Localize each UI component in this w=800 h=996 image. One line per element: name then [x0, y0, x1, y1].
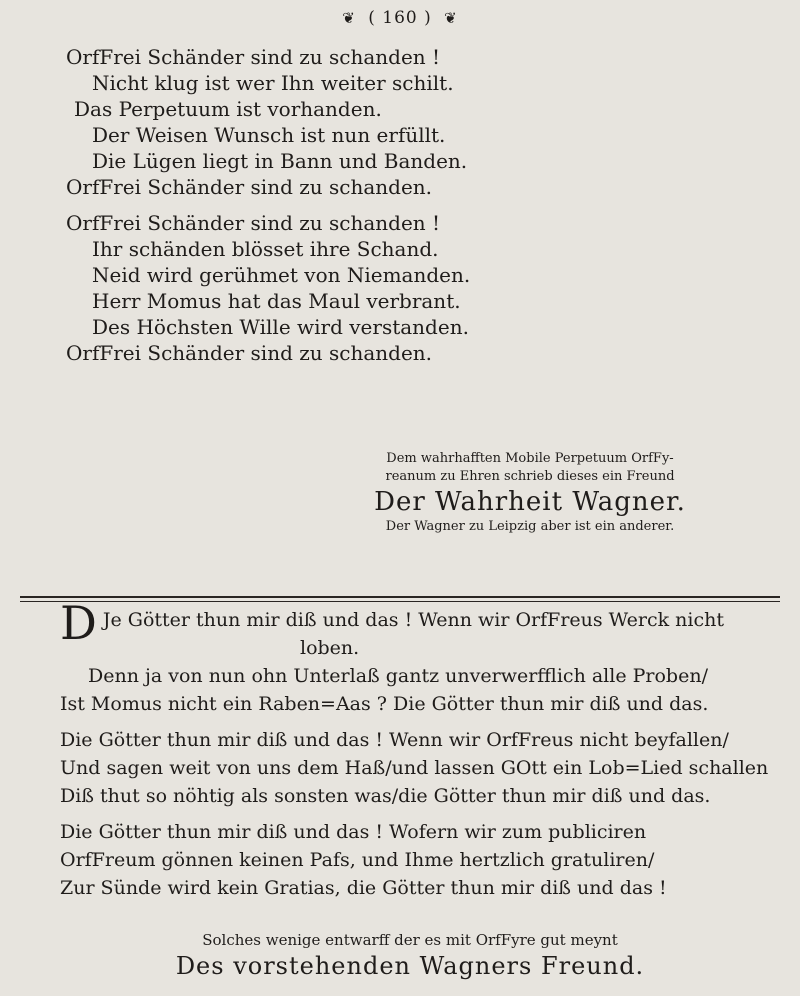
poem	[66, 44, 756, 366]
prose-section	[60, 596, 769, 902]
poem-line: OrfFrei Schänder sind zu schanden !	[66, 211, 441, 235]
dedication-line: Dem wahrhafften Mobile Perpetuum OrfFy-	[386, 451, 674, 466]
poem-line: Herr Momus hat das Maul verbrant.	[92, 289, 461, 313]
paragraph-1	[60, 596, 760, 662]
text-line: Die Götter thun mir diß und das ! Wofern wir zum publiciren	[60, 821, 647, 843]
poem-line: Des Höchsten Wille wird verstanden.	[92, 315, 469, 339]
text-line: OrfFreum gönnen keinen Pafs, und Ihme hertzlich gratuliren/	[60, 849, 655, 871]
poem-line: OrfFrei Schänder sind zu schanden !	[66, 45, 441, 69]
drop-cap: D	[60, 596, 97, 650]
ornament-left-icon: ❦	[342, 9, 356, 27]
poem-stanza-2	[66, 210, 756, 366]
page-header	[0, 8, 800, 28]
poem-line: Der Weisen Wunsch ist nun erfüllt.	[92, 123, 446, 147]
text-line: Je Götter thun mir diß und das ! Wenn wir OrfFreus Werck nicht	[102, 609, 724, 631]
poem-line: Das Perpetuum ist vorhanden.	[74, 97, 382, 121]
poem-line: Nicht klug ist wer Ihn weiter schilt.	[92, 71, 454, 95]
text-line: Ist Momus nicht ein Raben=Aas ? Die Götter thun mir diß und das.	[60, 693, 709, 715]
poem-line: OrfFrei Schänder sind zu schanden.	[66, 341, 433, 365]
poem-stanza-1	[66, 44, 756, 200]
author-name: Der Wahrheit Wagner.	[374, 487, 686, 517]
poem-line: OrfFrei Schänder sind zu schanden.	[66, 175, 433, 199]
text-line: Denn ja von nun ohn Unterlaß gantz unverwerfflich alle Proben/	[88, 665, 708, 687]
text-line: Die Götter thun mir diß und das ! Wenn wir OrfFreus nicht beyfallen/	[60, 729, 729, 751]
signature-block	[300, 450, 760, 536]
closing-signature: Des vorstehenden Wagners Freund.	[175, 952, 645, 980]
ornament-right-icon: ❦	[444, 9, 458, 27]
paragraph-3	[60, 818, 760, 902]
poem-line: Die Lügen liegt in Bann und Banden.	[92, 149, 468, 173]
page-number: ( 160 )	[368, 8, 432, 28]
poem-line: Neid wird gerühmet von Niemanden.	[92, 263, 471, 287]
paragraph-1-continued	[60, 662, 760, 718]
closing-note: Solches wenige entwarff der es mit OrfFyre gut meynt	[202, 931, 618, 949]
text-line: Zur Sünde wird kein Gratias, die Götter thun mir diß und das !	[60, 877, 667, 899]
dedication-line: reanum zu Ehren schrieb dieses ein Freund	[385, 469, 675, 484]
text-line: loben.	[300, 637, 360, 659]
author-note: Der Wagner zu Leipzig aber ist ein anderer.	[385, 519, 675, 534]
section-divider	[20, 596, 780, 602]
paragraph-2	[60, 726, 769, 810]
poem-line: Ihr schänden blösset ihre Schand.	[92, 237, 439, 261]
text-line: Und sagen weit von uns dem Haß/und lassen GOtt ein Lob=Lied schallen	[60, 757, 769, 779]
text-line: Diß thut so nöhtig als sonsten was/die Götter thun mir diß und das.	[60, 785, 711, 807]
closing-block	[60, 930, 760, 982]
